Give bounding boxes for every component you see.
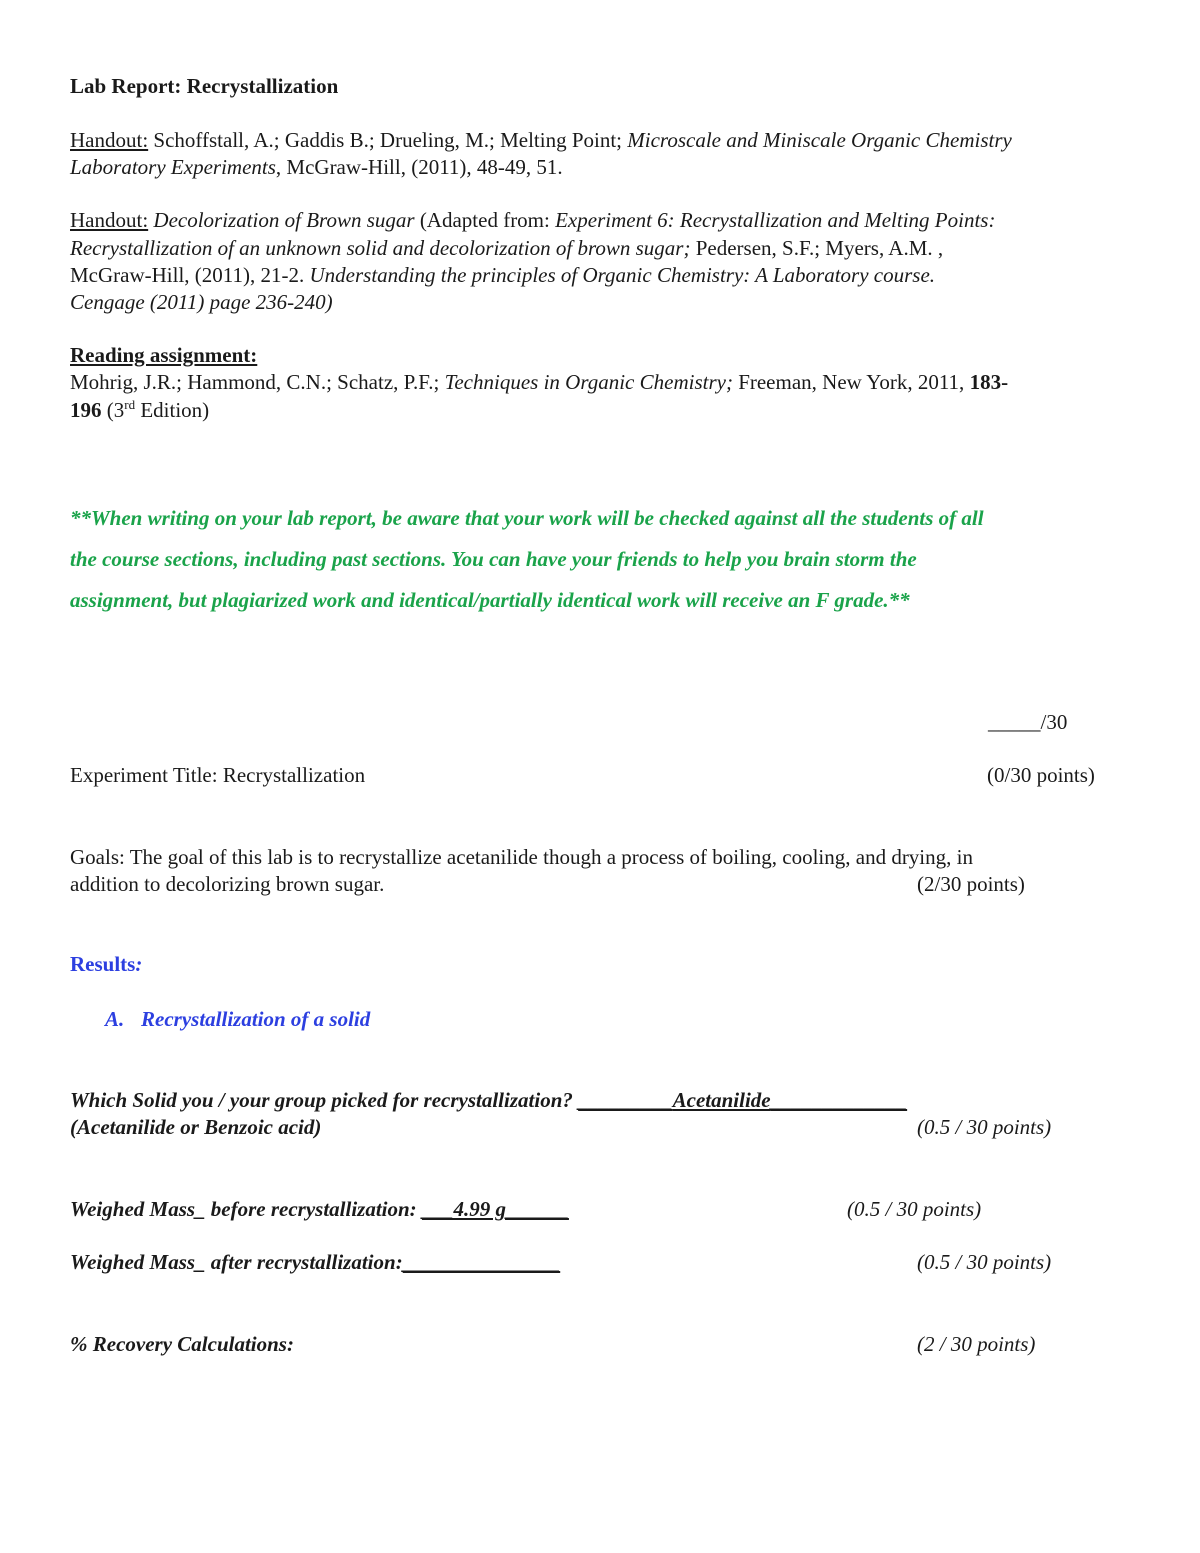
handout-1-line-2 — [70, 154, 563, 181]
warning-line-1: **When writing on your lab report, be aware that your work will be checked against all the students of all — [70, 506, 984, 530]
reading-book-title: Techniques in Organic Chemistry; — [444, 370, 733, 394]
handout-2-line-2 — [70, 235, 943, 262]
warning-line-2: the course sections, including past sections. You can have your friends to help you brain storm the — [70, 547, 917, 571]
recovery-label: % Recovery Calculations: — [70, 1332, 294, 1356]
solid-question-text: Which Solid you / your group picked for recrystallization? — [70, 1088, 579, 1112]
reading-edition-open: (3 — [101, 398, 125, 422]
handout-2-authors: Pedersen, S.F.; Myers, A.M. , — [690, 236, 944, 260]
goals-line-2: addition to decolorizing brown sugar. — [70, 872, 385, 896]
goals-points: (2/30 points) — [917, 872, 1025, 896]
results-heading — [70, 951, 142, 978]
experiment-points: (0/30 points) — [987, 763, 1095, 787]
reading-publisher: Freeman, New York, 2011, — [732, 370, 970, 394]
mass-before-line — [70, 1196, 569, 1223]
handout-1-rest: , McGraw-Hill, (2011), 48-49, 51. — [275, 155, 563, 179]
handout-1-book-title-2: Laboratory Experiments — [70, 155, 276, 179]
total-score: _____/30 — [988, 710, 1068, 734]
handout-2-book-title: Understanding the principles of Organic Chemistry: A Laboratory course. — [309, 263, 936, 287]
solid-answer-post: _____________ — [770, 1088, 908, 1112]
handout-2-line-4: Cengage (2011) page 236-240) — [70, 290, 333, 314]
mass-after-label: Weighed Mass_ after recrystallization: — [70, 1250, 403, 1274]
mass-before-field[interactable]: ___4.99 g______ — [421, 1197, 569, 1221]
solid-answer-value: Acetanilide — [672, 1088, 771, 1112]
solid-options: (Acetanilide or Benzoic acid) — [70, 1115, 322, 1139]
handout-2-publisher: McGraw-Hill, (2011), 21-2. — [70, 263, 310, 287]
handout-2-line-3 — [70, 262, 935, 289]
experiment-title: Experiment Title: Recrystallization — [70, 763, 366, 787]
reading-authors: Mohrig, J.R.; Hammond, C.N.; Schatz, P.F.; — [70, 370, 445, 394]
handout-2-label: Handout: — [70, 208, 149, 232]
results-heading-text: Results — [70, 952, 136, 976]
goals-line-1: Goals: The goal of this lab is to recrystallize acetanilide though a process of boiling, cooling, and drying, in — [70, 845, 973, 869]
recovery-points: (2 / 30 points) — [917, 1332, 1036, 1356]
reading-edition-sup: rd — [124, 397, 136, 412]
mass-after-field[interactable]: _______________ — [402, 1250, 561, 1274]
solid-answer-field[interactable] — [578, 1088, 907, 1112]
handout-2-line-1 — [70, 207, 995, 234]
reading-assignment-heading: Reading assignment: — [70, 343, 258, 367]
handout-2-adapted: (Adapted from: — [414, 208, 556, 232]
mass-after-points: (0.5 / 30 points) — [917, 1250, 1052, 1274]
handout-2-experiment-subtitle: Recrystallization of an unknown solid and decolorization of brown sugar; — [70, 236, 691, 260]
page-title: Lab Report: Recrystallization — [70, 74, 339, 98]
reading-edition-close: Edition) — [135, 398, 210, 422]
handout-1-authors: Schoffstall, A.; Gaddis B.; Drueling, M.; Melting Point; — [148, 128, 628, 152]
section-a-title: Recrystallization of a solid — [141, 1007, 371, 1031]
section-a-letter: A. — [105, 1007, 125, 1031]
reading-line-2 — [70, 397, 209, 424]
handout-2-title: Decolorization of Brown sugar — [148, 208, 415, 232]
reading-pages-start: 183- — [969, 370, 1009, 394]
mass-after-line — [70, 1249, 560, 1276]
mass-before-label: Weighed Mass_ before recrystallization: — [70, 1197, 422, 1221]
reading-line-1 — [70, 369, 1008, 396]
handout-1-book-title-1: Microscale and Miniscale Organic Chemistry — [627, 128, 1012, 152]
mass-before-points: (0.5 / 30 points) — [847, 1197, 982, 1221]
solid-answer-pre: _________ — [578, 1088, 673, 1112]
handout-1-line-1 — [70, 127, 1012, 154]
results-heading-colon: : — [135, 952, 143, 976]
reading-pages-end: 196 — [70, 398, 102, 422]
warning-line-3: assignment, but plagiarized work and identical/partially identical work will receive an F grade.** — [70, 588, 910, 612]
solid-points: (0.5 / 30 points) — [917, 1115, 1052, 1139]
solid-question-line — [70, 1087, 907, 1114]
handout-1-label: Handout: — [70, 128, 149, 152]
handout-2-experiment-title: Experiment 6: Recrystallization and Melting Points: — [555, 208, 996, 232]
